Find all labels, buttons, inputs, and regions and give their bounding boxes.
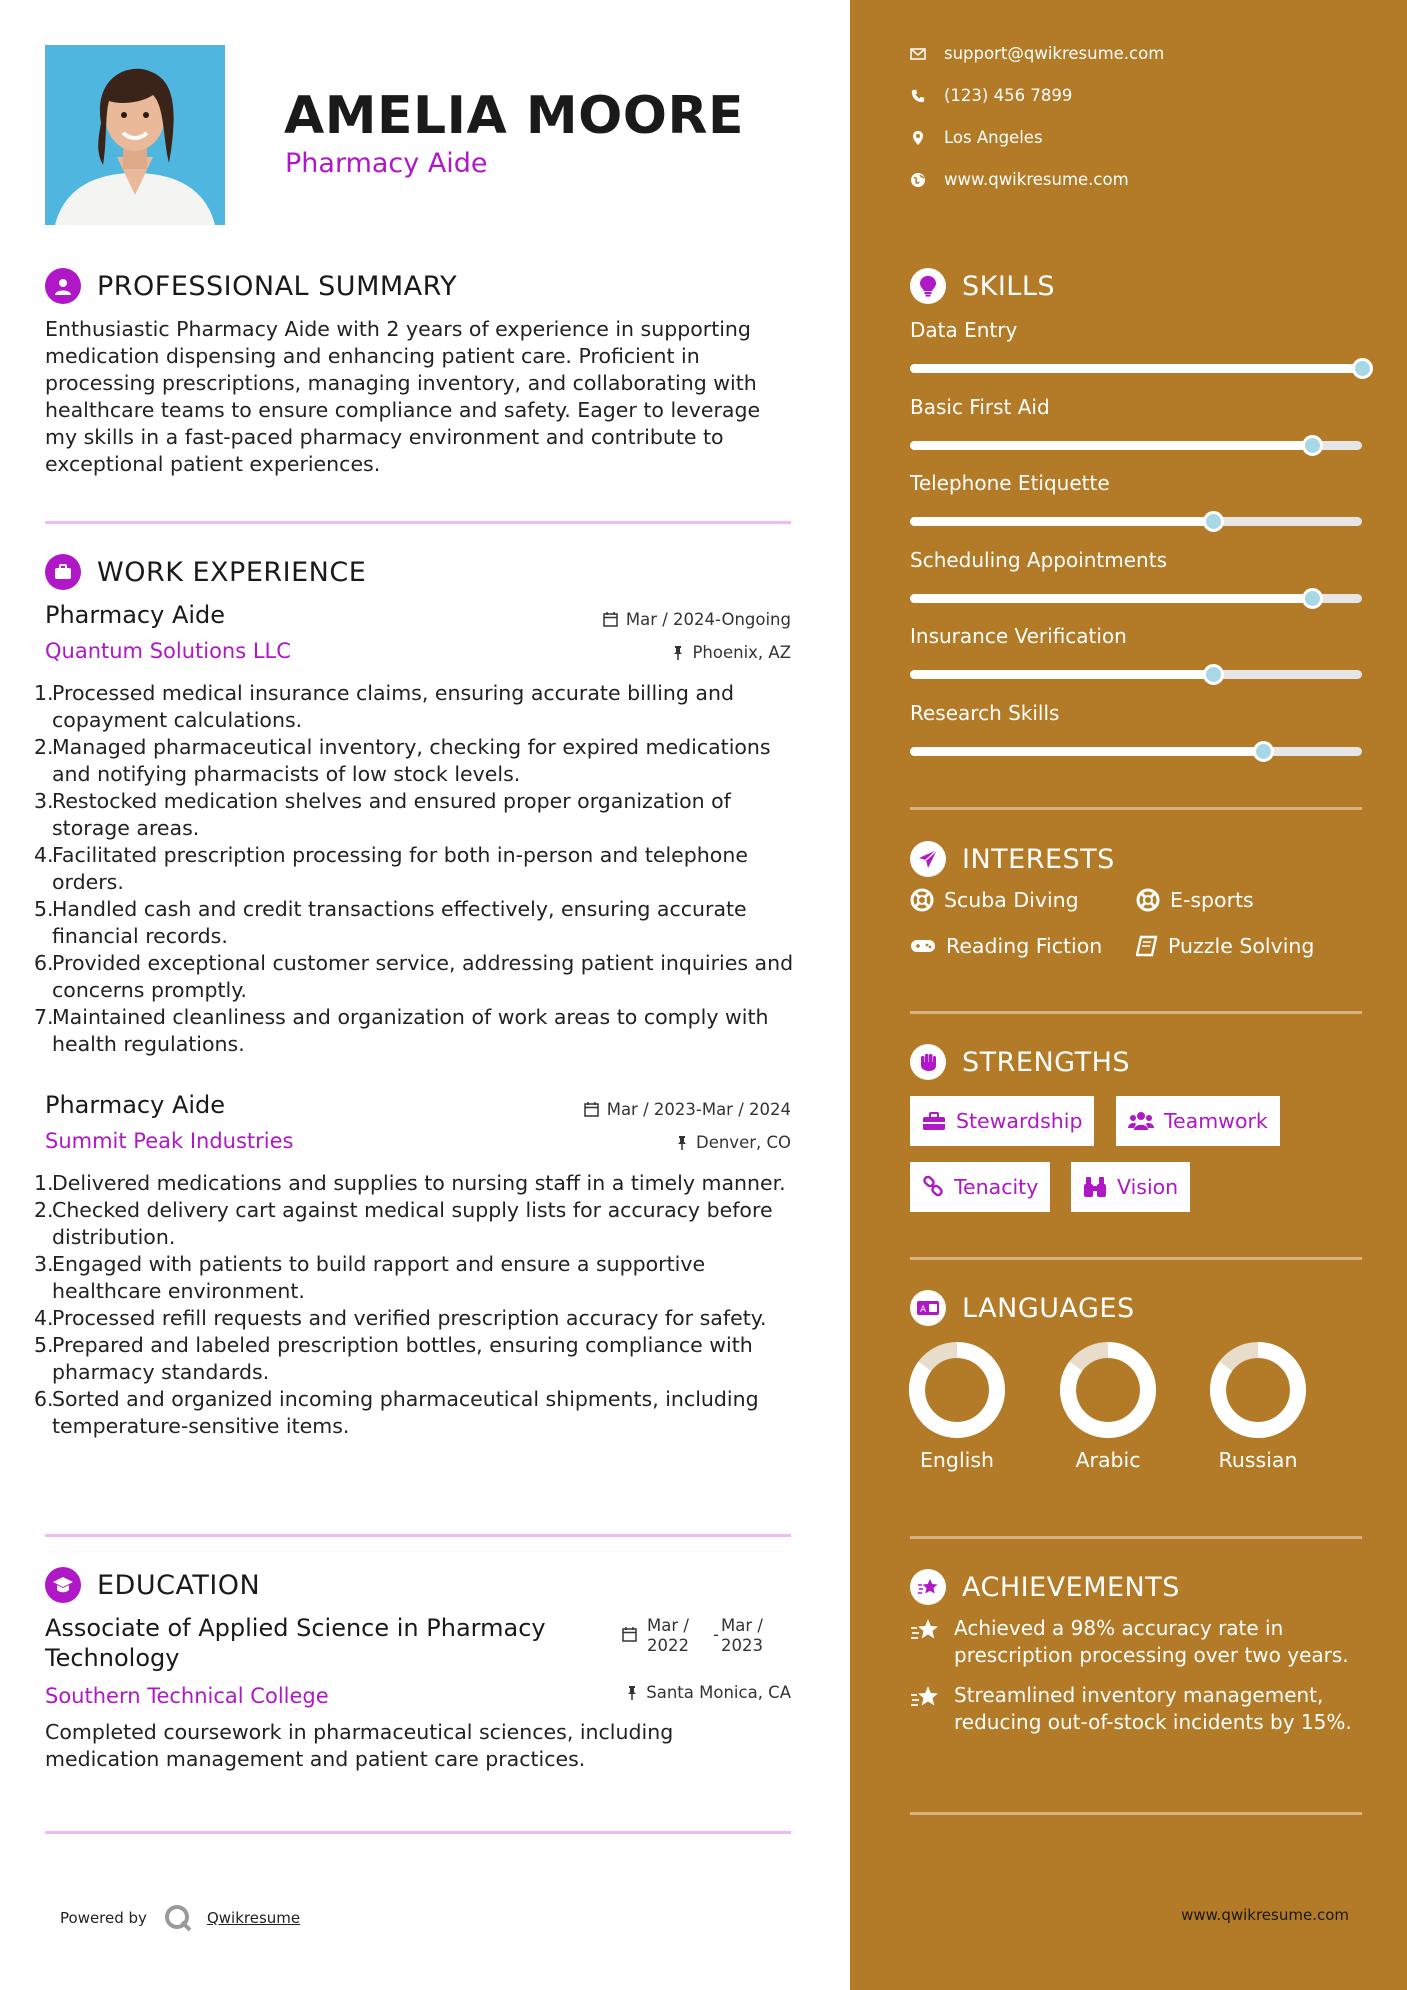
interests-title: INTERESTS [962,843,1115,875]
divider [45,521,791,524]
education-location [626,1683,791,1702]
interest-label: E-sports [1170,888,1254,912]
strength-tag [1116,1096,1280,1146]
pin-icon [626,1685,638,1700]
experience-title: WORK EXPERIENCE [97,556,367,588]
contact-location [910,128,1043,147]
education-start: Mar / 2022 [647,1616,689,1655]
star-badge-icon [910,1569,946,1605]
school-name: Southern Technical College [45,1684,329,1708]
skill-slider-fill [910,517,1213,526]
graduation-cap-icon [45,1567,81,1603]
language-ring [909,1342,1005,1438]
envelope-icon [910,48,926,60]
divider [910,1536,1362,1539]
calendar-icon [622,1627,637,1642]
user-icon [45,268,81,304]
list-item: 3. Restocked medication shelves and ensured proper organization of storage areas. [34,789,731,840]
skills-title: SKILLS [962,270,1056,302]
phone-text: (123) 456 7899 [944,86,1073,105]
divider [910,807,1362,810]
job-duties [34,1170,794,1440]
job-title: Pharmacy Aide [45,1091,226,1119]
language-label: English [919,1448,995,1472]
translate-icon [910,1290,946,1326]
degree-title: Associate of Applied Science in Pharmacy Technology [45,1614,546,1672]
skill-label: Data Entry [910,318,1018,342]
list-item: 6. Provided exceptional customer service, addressing patient inquiries and concerns promptly. [34,951,794,1002]
pin-icon [672,645,684,660]
calendar-icon [603,612,618,627]
date-separator: - [713,1625,719,1644]
list-item: 7. Maintained cleanliness and organization of work areas to comply with health regulations. [34,1005,769,1056]
qwikresume-logo-icon [163,1903,193,1933]
skill-label: Basic First Aid [910,394,1050,419]
language-label: Arabic [1075,1448,1141,1472]
briefcase-icon [45,554,81,590]
book-icon [1136,935,1158,957]
skill-slider-fill [910,594,1312,603]
powered-label: Powered by [60,1909,147,1927]
candidate-role: Pharmacy Aide [285,148,488,179]
list-item: 2. Checked delivery cart against medical supply lists for accuracy before distribution. [34,1198,773,1249]
email-link[interactable]: support@qwikresume.com [944,44,1165,63]
list-item: 4. Processed refill requests and verified prescription accuracy for safety. [34,1306,767,1330]
skill-label: Telephone Etiquette [910,471,1110,495]
job-company: Summit Peak Industries [45,1129,294,1153]
skill-slider-fill [910,364,1362,373]
strength-tag [910,1096,1094,1146]
achievement-text: Streamlined inventory management, reducing out-of-stock incidents by 15%. [954,1683,1352,1734]
pin-icon [676,1135,688,1150]
website-link[interactable]: www.qwikresume.com [944,170,1129,189]
users-icon [1128,1111,1154,1131]
divider [45,1831,791,1834]
job-location-text: Phoenix, AZ [692,643,791,662]
gamepad-icon [910,937,936,955]
skill-slider-track [910,670,1362,679]
strength-label: Tenacity [954,1175,1039,1199]
binoculars-icon [1083,1176,1107,1198]
achievement-item [910,1615,1370,1669]
paper-plane-icon [910,841,946,877]
job-duties [34,680,794,1058]
qwikresume-link[interactable]: Qwikresume [206,1909,301,1927]
globe-icon [910,172,926,188]
skill-slider-track [910,441,1362,450]
job-location [672,643,791,662]
achievement-item [910,1682,1370,1736]
strength-tag [1071,1162,1190,1212]
list-item: 6. Sorted and organized incoming pharmaceutical shipments, including temperature-sensitive items. [34,1387,759,1438]
skill-slider-track [910,364,1362,373]
interest-label: Reading Fiction [946,934,1103,958]
interest-item [1136,888,1254,912]
list-item: 1. Processed medical insurance claims, ensuring accurate billing and copayment calculations. [34,681,734,732]
language-item [1053,1342,1163,1472]
skill-slider-track [910,594,1362,603]
job-date [603,610,791,629]
strength-label: Vision [1117,1175,1179,1199]
job-date-text: Mar / 2024-Ongoing [625,610,791,629]
strengths-heading [910,1044,1130,1080]
summary-heading [45,268,457,304]
list-item: 5. Handled cash and credit transactions effectively, ensuring accurate financial records. [34,897,747,948]
divider [45,1534,791,1537]
star-icon [910,1617,940,1643]
skill-slider-fill [910,441,1312,450]
divider [910,1011,1362,1014]
interest-item [910,888,1079,912]
svg-text:A: A [920,1305,927,1315]
achievements-heading [910,1569,1180,1605]
job-location-text: Denver, CO [695,1133,791,1152]
profile-photo [45,45,225,225]
achievements-title: ACHIEVEMENTS [962,1571,1180,1603]
lifebuoy-icon [1136,888,1160,912]
experience-heading [45,554,366,590]
phone-icon [910,89,926,103]
divider [910,1812,1362,1815]
language-label: Russian [1218,1448,1298,1472]
summary-text: Enthusiastic Pharmacy Aide with 2 years of experience in supporting medication dispensing and enhancing patient care. Proficient in processing prescriptions, managing inventory, and collaborating with healthcare teams to ensure compliance and safety. Eager to leverage my skills in a fast-paced pharmacy environment and contribute to exceptional patient experiences. [45,317,761,476]
interest-label: Puzzle Solving [1168,934,1315,958]
list-item: 2. Managed pharmaceutical inventory, checking for expired medications and notifying pharmacists of low stock levels. [34,735,771,786]
skill-slider-fill [910,670,1213,679]
language-ring [1210,1342,1306,1438]
job-date [584,1100,791,1119]
education-location-text: Santa Monica, CA [646,1683,791,1702]
lightbulb-icon [910,268,946,304]
language-item [1203,1342,1313,1472]
languages-heading [910,1290,1135,1326]
list-item: 3. Engaged with patients to build rapport and ensure a supportive healthcare environment. [34,1252,706,1303]
education-end: Mar / 2023 [720,1616,763,1655]
strength-tag [910,1162,1050,1212]
education-dates [622,1616,773,1656]
footer-website-link[interactable]: www.qwikresume.com [1181,1906,1349,1924]
skill-slider-knob [1352,358,1373,379]
interest-item [910,934,1102,958]
skills-heading [910,268,1055,304]
strengths-title: STRENGTHS [962,1046,1131,1078]
skill-slider-track [910,747,1362,756]
list-item: 5. Prepared and labeled prescription bottles, ensuring compliance with pharmacy standards. [34,1333,753,1384]
summary-title: PROFESSIONAL SUMMARY [97,270,458,302]
sidebar [850,0,1407,1990]
contact-email [910,44,1164,63]
language-item [902,1342,1012,1472]
powered-by [60,1903,300,1933]
skill-slider-knob [1302,435,1323,456]
skill-slider-knob [1203,664,1224,685]
list-item: 4. Facilitated prescription processing for both in-person and telephone orders. [34,843,748,894]
interest-item [1136,934,1314,958]
skill-label: Scheduling Appointments [910,547,1167,572]
job-date-text: Mar / 2023-Mar / 2024 [606,1100,791,1119]
job-company: Quantum Solutions LLC [45,639,291,663]
fist-icon [910,1044,946,1080]
strength-label: Stewardship [956,1109,1083,1133]
link-icon [922,1176,944,1198]
contact-phone [910,86,1072,105]
education-text: Completed coursework in pharmaceutical sciences, including medication management and patient care practices. [45,1720,674,1771]
interests-heading [910,841,1115,877]
skill-slider-knob [1203,511,1224,532]
skill-label: Research Skills [910,700,1060,725]
languages-title: LANGUAGES [962,1292,1135,1324]
toolbox-icon [922,1111,946,1131]
achievement-text: Achieved a 98% accuracy rate in prescription processing over two years. [954,1616,1349,1667]
education-title: EDUCATION [97,1569,261,1601]
map-marker-icon [910,130,926,146]
candidate-name: AMELIA MOORE [284,86,745,146]
job-title: Pharmacy Aide [45,601,226,629]
language-ring [1060,1342,1156,1438]
contact-website [910,170,1129,189]
skill-slider-knob [1302,588,1323,609]
skill-slider-knob [1253,741,1274,762]
strength-label: Teamwork [1164,1109,1268,1133]
location-text: Los Angeles [944,128,1043,147]
star-icon [910,1684,940,1710]
interest-label: Scuba Diving [944,888,1079,912]
calendar-icon [584,1102,599,1117]
lifebuoy-icon [910,888,934,912]
education-heading [45,1567,260,1603]
job-location [676,1133,791,1152]
skill-label: Insurance Verification [910,624,1127,648]
skill-slider-track [910,517,1362,526]
list-item: 1. Delivered medications and supplies to nursing staff in a timely manner. [34,1171,786,1195]
skill-slider-fill [910,747,1263,756]
divider [910,1257,1362,1260]
